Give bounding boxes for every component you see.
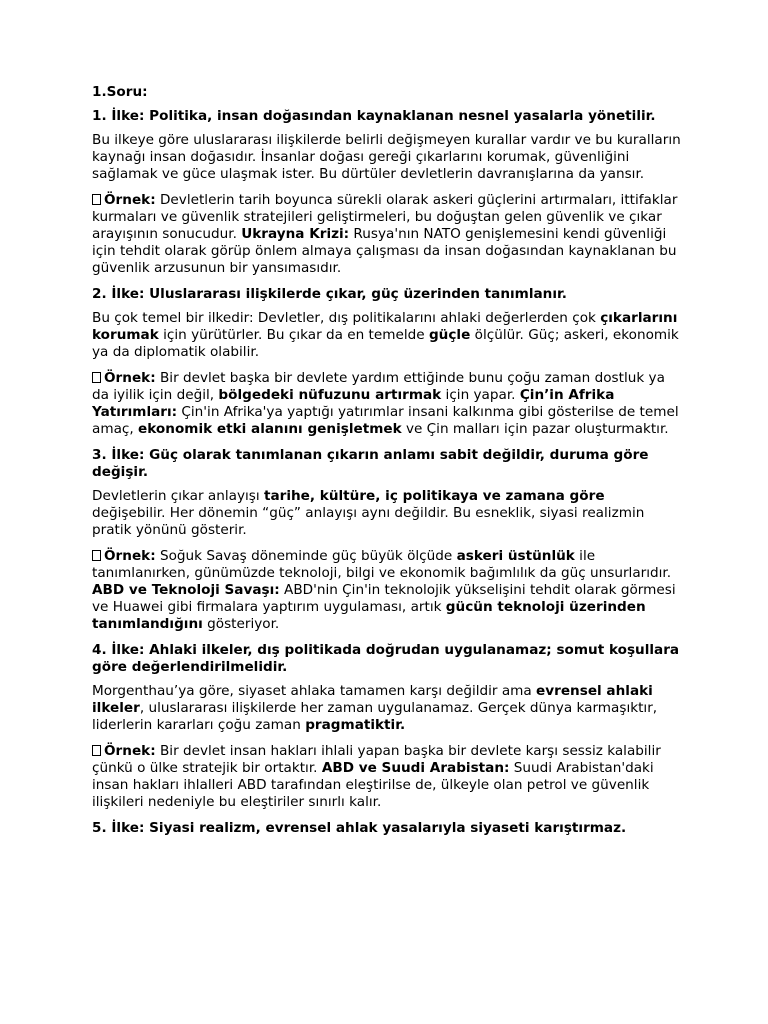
principle-heading: 4. İlke: Ahlaki ilkeler, dış politikada doğrudan uygulanamaz; somut koşullara göre değerlendirilmelidir.: [92, 642, 680, 675]
bold-text: pragmatiktir.: [305, 717, 406, 733]
example-paragraph: [92, 370, 682, 438]
bold-text: gücün teknoloji üzerinden tanımlandığını: [92, 599, 646, 632]
explanation-paragraph: [92, 310, 682, 361]
example-paragraph: [92, 192, 682, 277]
text-run: değişebilir. Her dönemin “güç” anlayışı aynı değildir. Bu esneklik, siyasi realizmin pratik yönünü gösterir.: [92, 505, 645, 538]
example-paragraph: [92, 743, 682, 811]
text-run: Bir devlet insan hakları ihlali yapan başka bir devlete karşı sessiz kalabilir çünkü o ülke stratejik bir ortaktır.: [92, 743, 661, 776]
bold-text: tarihe, kültüre, iç politikaya ve zamana göre: [263, 488, 605, 504]
bold-text: Örnek:: [104, 548, 156, 564]
principle-heading: 3. İlke: Güç olarak tanımlanan çıkarın anlamı sabit değildir, duruma göre değişir.: [92, 447, 649, 480]
bold-text: çıkarlarını korumak: [92, 310, 678, 343]
text-run: Rusya'nın NATO genişlemesini kendi güvenliği için tehdit olarak görüp önlem almaya çalışması da insan doğasından kaynaklanan bu güvenlik arzusunun bir yansımasıdır.: [92, 226, 677, 276]
text-run: Çin'in Afrika'ya yaptığı yatırımlar insani kalkınma gibi gösterilse de temel amaç,: [92, 404, 679, 437]
explanation-paragraph: [92, 132, 682, 183]
example-paragraph: [92, 548, 682, 633]
text-run: için yapar.: [441, 387, 520, 403]
bold-text: Çin’in Afrika Yatırımları:: [92, 387, 615, 420]
text-run: ile tanımlanırken, günümüzde teknoloji, bilgi ve ekonomik bağımlılık da güç unsurlarıdır.: [92, 548, 672, 581]
text-run: Bu çok temel bir ilkedir: Devletler, dış politikalarını ahlaki değerlerden çok: [92, 310, 601, 326]
principle-heading: 5. İlke: Siyasi realizm, evrensel ahlak yasalarıyla siyaseti karıştırmaz.: [92, 820, 627, 836]
text-run: ABD'nin Çin'in teknolojik yükselişini tehdit olarak görmesi ve Huawei gibi firmalara yaptırım uygulaması, artık: [92, 582, 676, 615]
text-run: gösteriyor.: [202, 616, 280, 632]
sections-container: [92, 108, 682, 837]
bold-text: Örnek:: [104, 370, 156, 386]
bold-text: bölgedeki nüfuzunu artırmak: [218, 387, 442, 403]
text-run: Morgenthau’ya göre, siyaset ahlaka tamamen karşı değildir ama: [92, 683, 537, 699]
explanation-paragraph: [92, 488, 682, 539]
bold-text: ekonomik etki alanını genişletmek: [138, 421, 402, 437]
text-run: için yürütürler. Bu çıkar da en temelde: [158, 327, 429, 343]
question-title: 1.Soru:: [92, 84, 148, 100]
text-run: Suudi Arabistan'daki insan hakları ihlalleri ABD tarafından eleştirilse de, ülkeyle olan petrol ve güvenlik ilişkileri nedeniyle bu eleştiriler sınırlı kalır.: [92, 760, 654, 810]
text-run: ölçülür. Güç; askeri, ekonomik ya da diplomatik olabilir.: [92, 327, 679, 360]
bold-text: Örnek:: [104, 743, 156, 759]
bold-text: ABD ve Teknoloji Savaşı:: [92, 582, 280, 598]
bold-text: Örnek:: [104, 192, 156, 208]
document-page: [92, 84, 682, 844]
missing-glyph-icon: [92, 194, 101, 205]
missing-glyph-icon: [92, 372, 101, 383]
text-run: Devletlerin çıkar anlayışı: [92, 488, 264, 504]
bold-text: askeri üstünlük: [456, 548, 575, 564]
explanation-paragraph: [92, 683, 682, 734]
text-run: ve Çin malları için pazar oluşturmaktır.: [401, 421, 669, 437]
text-run: Soğuk Savaş döneminde güç büyük ölçüde: [155, 548, 457, 564]
bold-text: Ukrayna Krizi:: [241, 226, 350, 242]
text-run: , uluslararası ilişkilerde her zaman uygulanamaz. Gerçek dünya karmaşıktır, liderlerin kararları çoğu zaman: [92, 700, 658, 733]
missing-glyph-icon: [92, 745, 101, 756]
text-run: Bir devlet başka bir devlete yardım ettiğinde bunu çoğu zaman dostluk ya da iyilik için değil,: [92, 370, 665, 403]
principle-heading: 2. İlke: Uluslararası ilişkilerde çıkar, güç üzerinden tanımlanır.: [92, 286, 567, 302]
bold-text: güçle: [428, 327, 471, 343]
missing-glyph-icon: [92, 550, 101, 561]
bold-text: ABD ve Suudi Arabistan:: [321, 760, 510, 776]
bold-text: evrensel ahlaki ilkeler: [92, 683, 653, 716]
text-run: Bu ilkeye göre uluslararası ilişkilerde belirli değişmeyen kurallar vardır ve bu kuralların kaynağı insan doğasıdır. İnsanlar doğası gereği çıkarlarını korumak, güvenliğini sağlamak ve güce ulaşmak ister. Bu dürtüler devletlerin davranışlarına da yansır.: [92, 132, 681, 182]
text-run: Devletlerin tarih boyunca sürekli olarak askeri güçlerini artırmaları, ittifaklar kurmaları ve güvenlik stratejileri geliştirmeleri, bu doğuştan gelen güvenlik ve çıkar arayışının sonucudur.: [92, 192, 678, 242]
principle-heading: 1. İlke: Politika, insan doğasından kaynaklanan nesnel yasalarla yönetilir.: [92, 108, 656, 124]
